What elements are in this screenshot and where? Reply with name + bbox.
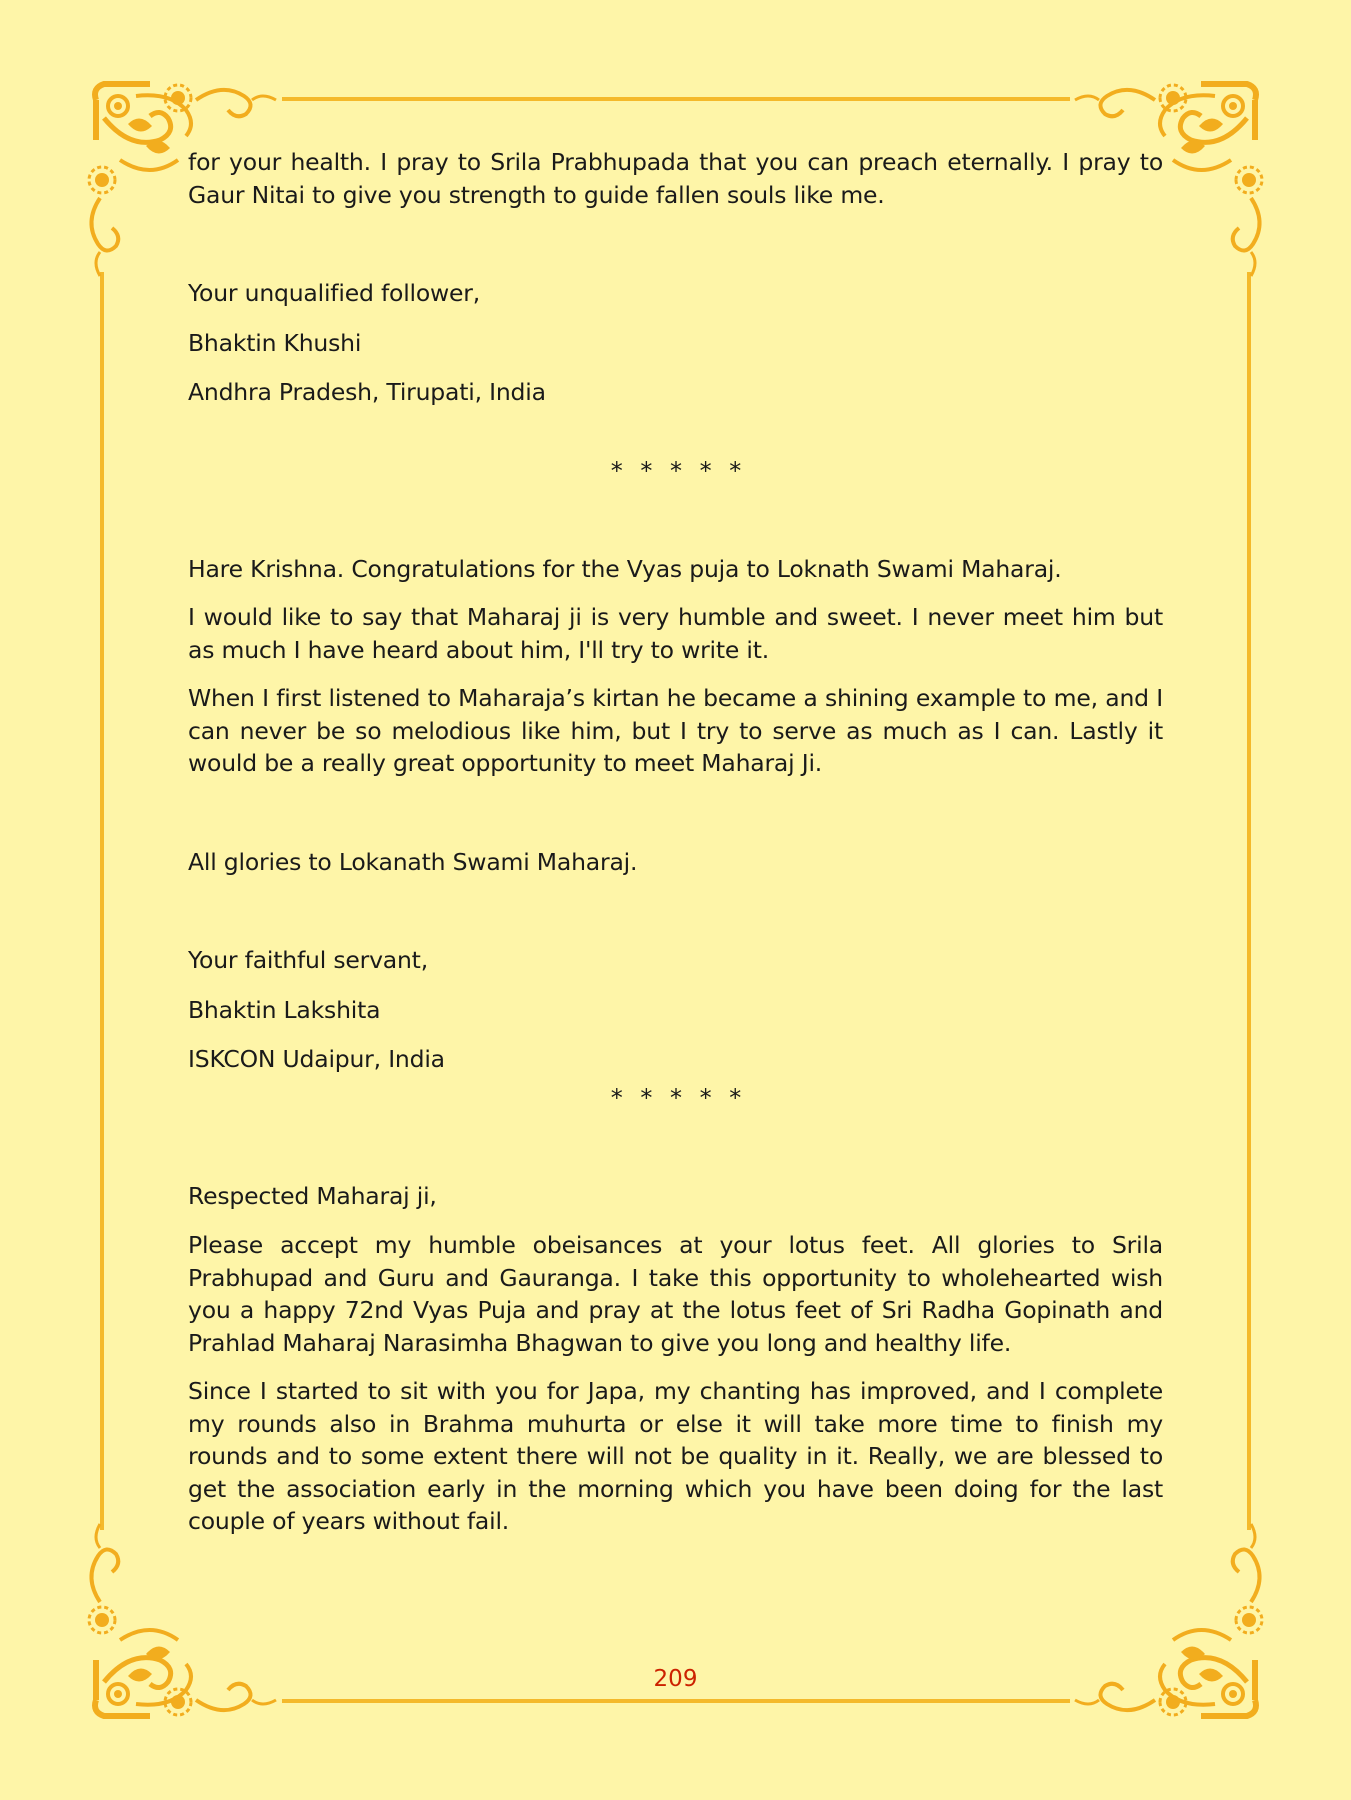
letter-2-paragraph-1: Hare Krishna. Congratulations for the Vyas puja to Loknath Swami Maharaj.: [188, 554, 1062, 583]
letter-2-closing: Your faithful servant,: [188, 946, 428, 974]
separator-2: * * * * *: [610, 1083, 747, 1112]
letter-1: [188, 146, 1163, 409]
letter-2: [188, 553, 1163, 1076]
letter-3: [188, 1180, 1163, 1538]
letter-3-paragraph-1: Please accept my humble obeisances at your lotus feet. All glories to Srila Prabhupad and Guru and Gauranga. I take this opportunity to wholehearted wish you a happy 72nd Vyas Puja and pray at the lotus feet of Sri Radha Gopinath and Prahlad Maharaj Narasimha Bhagwan to give you long and healthy life.: [188, 1231, 1163, 1357]
letter-3-salutation: Respected Maharaj ji,: [188, 1181, 437, 1210]
letter-1-signature: Bhaktin Khushi: [188, 328, 362, 357]
letter-2-paragraph-3: When I first listened to Maharaja’s kirtan he became a shining example to me, and I can never be so melodious like him, but I try to serve as much as I can. Lastly it would be a really great opportunity to meet Maharaj Ji.: [188, 684, 1163, 777]
letter-2-signature: Bhaktin Lakshita: [188, 995, 381, 1024]
letter-1-closing: Your unqualified follower,: [188, 279, 481, 307]
letter-2-glories: All glories to Lokanath Swami Maharaj.: [188, 847, 638, 876]
page-number: 209: [653, 1666, 698, 1692]
letter-2-location: ISKCON Udaipur, India: [188, 1045, 445, 1073]
page-content: [188, 146, 1163, 1538]
letter-3-paragraph-2: Since I started to sit with you for Japa, my chanting has improved, and I complete my rounds also in Brahma muhurta or else it will take more time to finish my rounds and to some extent there will not be quality in it. Really, we are blessed to get the association early in the morning which you have been doing for the last couple of years without fail.: [188, 1377, 1163, 1535]
letter-1-paragraph-1: for your health. I pray to Srila Prabhupada that you can preach eternally. I pray to Gaur Nitai to give you strength to guide fallen souls like me.: [188, 148, 1163, 209]
separator-1: * * * * *: [610, 456, 747, 485]
letter-2-paragraph-2: I would like to say that Maharaj ji is very humble and sweet. I never meet him but as much I have heard about him, I'll try to write it.: [188, 603, 1163, 664]
letter-1-location: Andhra Pradesh, Tirupati, India: [188, 378, 546, 406]
